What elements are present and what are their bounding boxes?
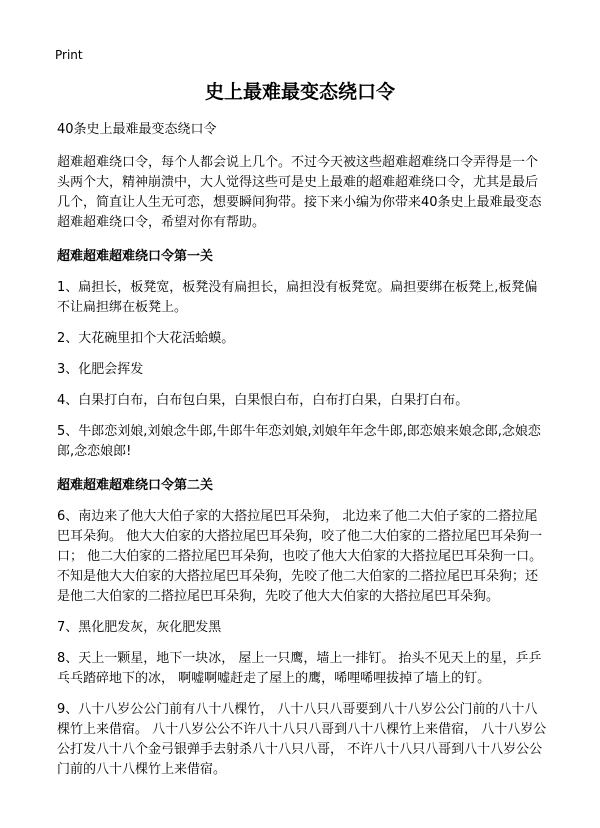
article-intro: 超难超难绕口令，每个人都会说上几个。不过今天被这些超难超难绕口令弄得是一个头两个大，精神崩溃中，大人觉得这些可是史上最难的超难超难绕口令，尤其是最后几个，简直让人生无可恋，想要瞬间狗带。接下来小编为你带来40条史上最难最变态超难超难绕口令，希望对你有帮助。 <box>57 155 542 230</box>
tongue-twister-item: 6、南边来了他大大伯子家的大搭拉尾巴耳朵狗， 北边来了他二大伯子家的二搭拉尾巴耳朵狗。 他大大伯家的大搭拉尾巴耳朵狗，咬了他二大伯家的二搭拉尾巴耳朵狗一口； 他二大伯家的二搭拉尾巴耳朵狗，也咬了他大大伯家的大搭拉尾巴耳朵狗一口。不知是他大大伯家的大搭拉尾巴耳朵狗，先咬了他二大伯家的二搭拉尾巴耳朵狗；还是他二大伯家的二搭拉尾巴耳朵狗，先咬了他大大伯家的大搭拉尾巴耳朵狗。 <box>57 509 543 604</box>
tongue-twister-item: 8、天上一颗星，地下一块冰， 屋上一只鹰，墙上一排钉。 抬头不见天上的星，乒乒乓乓踏碎地下的冰， 啊嘘啊嘘赶走了屋上的鹰，唏哩唏哩拔掉了墙上的钉。 <box>57 651 542 686</box>
article-body <box>57 120 547 791</box>
tongue-twister-item: 9、八十八岁公公门前有八十八棵竹， 八十八只八哥要到八十八岁公公门前的八十八棵竹上来借宿。 八十八岁公公不许八十八只八哥到八十八棵竹上来借宿， 八十八岁公公打发八十八个金弓银弹手去射杀八十八只八哥， 不许八十八只八哥到八十八岁公公门前的八十八棵竹上来借宿。 <box>57 702 547 777</box>
tongue-twister-item: 3、化肥会挥发 <box>57 362 144 377</box>
article-subtitle: 40条史上最难最变态绕口令 <box>57 122 217 137</box>
tongue-twister-item: 7、黑化肥发灰，灰化肥发黑 <box>57 620 222 635</box>
tongue-twister-item: 1、扁担长，板凳宽，板凳没有扁担长，扁担没有板凳宽。扁担要绑在板凳上,板凳偏不让扁担绑在板凳上。 <box>57 280 538 315</box>
document-title: 史上最难最变态绕口令 <box>204 81 395 103</box>
section-heading-2: 超难超难超难绕口令第二关 <box>57 478 214 493</box>
section-heading-1: 超难超难超难绕口令第一关 <box>57 249 214 264</box>
tongue-twister-item: 2、大花碗里扣个大花活蛤蟆。 <box>57 331 235 346</box>
tongue-twister-item: 5、牛郎恋刘娘,刘娘念牛郎,牛郎牛年恋刘娘,刘娘年年念牛郎,郎恋娘来娘念郎,念娘恋郎,念恋娘郎! <box>57 424 541 459</box>
print-link[interactable]: Print <box>55 48 83 62</box>
tongue-twister-item: 4、白果打白布，白布包白果，白果恨白布，白布打白果，白果打白布。 <box>57 393 469 408</box>
